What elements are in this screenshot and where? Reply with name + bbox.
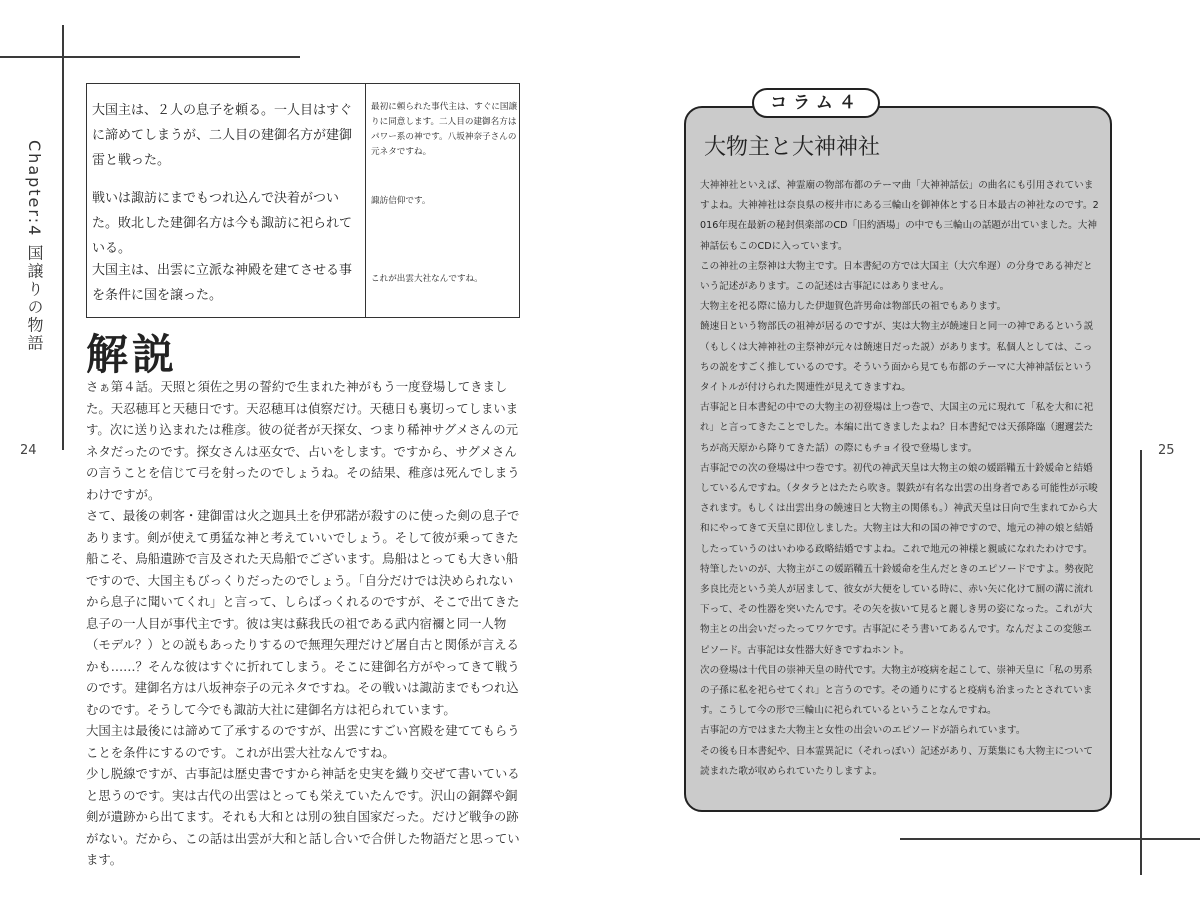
table-note-cell: 最初に頼られた事代主は、すぐに国譲りに同意します。二人目の建御名方はパワー系の神です。八坂神奈子さんの元ネタですね。 bbox=[371, 102, 518, 157]
column-title: 大物主と大神神社 bbox=[704, 135, 881, 160]
column-badge: コラム４ bbox=[752, 88, 880, 118]
table-note-cell: これが出雲大社なんですね。 bbox=[371, 274, 483, 284]
commentary-body bbox=[86, 376, 522, 871]
table-main-cell: 大国主は、２人の息子を頼る。一人目はすぐに諦めてしまうが、二人目の建御名方が建御雷と戦った。 bbox=[92, 103, 353, 168]
table-row bbox=[87, 84, 519, 184]
left-vertical-rule bbox=[62, 25, 64, 450]
column-paragraph: この神社の主祭神は大物主です。日本書紀の方では大国主（大穴牟遅）の分身である神だという記述があります。この記述は古事記にはありません。 bbox=[700, 260, 1093, 293]
right-vertical-rule bbox=[1140, 450, 1142, 875]
column-paragraph: 古事記の方ではまた大物主と女性の出会いのエピソードが語られています。 bbox=[700, 725, 1026, 737]
summary-table bbox=[86, 83, 520, 318]
table-main-cell: 戦いは諏訪にまでもつれ込んで決着がついた。敗北した建御名方は今も諏訪に祀られている。 bbox=[92, 191, 353, 256]
chapter-label: Chapter:4 国譲りの物語 bbox=[25, 140, 44, 353]
page-number-left: 24 bbox=[20, 443, 37, 458]
bottom-right-rule bbox=[900, 838, 1200, 840]
column-paragraph: 大神神社といえば、神霊廟の物部布都のテーマ曲「大神神話伝」の曲名にも引用されていますよね。大神神社は奈良県の桜井市にある三輪山を御神体とする日本最古の神社なのです。2016年現在最新の秘封倶楽部のCD「旧約酒場」の中でも三輪山の話題が出ていました。大神神話伝もこのCDに入っています。 bbox=[700, 180, 1099, 252]
column-paragraph: その後も日本書紀や、日本霊異記に（それっぽい）記述があり、万葉集にも大物主について読まれた歌が収められていたりしますよ。 bbox=[700, 745, 1093, 777]
column-paragraph: 次の登場は十代目の崇神天皇の時代です。大物主が疫病を起こして、崇神天皇に「私の男系の子孫に私を祀らせてくれ」と言うのです。その通りにすると疫病も治まったとされています。こうして今の形で三輪山に祀られているということなんですね。 bbox=[700, 664, 1093, 717]
top-left-rule bbox=[0, 56, 300, 58]
body-paragraph: 少し脱線ですが、古事記は歴史書ですから神話を史実を織り交ぜて書いていると思うのです。実は古代の出雲はとっても栄えていたんです。沢山の銅鐸や銅剣が遺跡から出てます。それも大和とは別の独自国家だった。だけど戦争の跡がない。だから、この話は出雲が大和と話し合いで合併した物語だと思っています。 bbox=[86, 766, 520, 867]
table-row bbox=[87, 244, 519, 319]
column-paragraph: 饒速日という物部氏の祖神が居るのですが、実は大物主が饒速日と同一の神であるという説（もしくは大神神社の主祭神が元々は饒速日だった説）があります。私個人としては、こっちの説をすごく推しているのです。そういう面から見ても布都のテーマに大神神話伝というタイトルが付けられた関連性が見えてきますね。 bbox=[700, 321, 1094, 394]
body-paragraph: さて、最後の刺客・建御雷は火之迦具土を伊邪諾が殺すのに使った剣の息子であります。剣が使えて勇猛な神と考えていいでしょう。そして彼が乗ってきた船こそ、鳥船遺跡で言及された天鳥船でございます。鳥船はとっても大きい船ですので、大国主もびっくりだったのでしょう。「自分だけでは決められないから息子に聞いてくれ」と言って、しらばっくれるのですが、そこで出てきた息子の一人目が事代主です。彼は実は蘇我氏の祖である武内宿禰と同一人物（モデル？）との説もあったりするので無理矢理だけど屠自古と関係が言えるかも……？そんな彼はすぐに折れてしまう。そこに建御名方がやってきて戦うのです。建御名方は八坂神奈子の元ネタですね。その戦いは諏訪までもつれ込むのです。そうして今でも諏訪大社に建御名方は祀られています。 bbox=[86, 508, 520, 717]
column-paragraph: 古事記と日本書紀の中での大物主の初登場は上つ巻で、大国主の元に現れて「私を大和に祀れ」と言ってきたことでした。本編に出てきましたよね？日本書紀では天孫降臨（邇邇芸たちが高天原から降りてきた話）の際にもチョイ役で登場します。 bbox=[700, 402, 1094, 454]
column-paragraph: 特筆したいのが、大物主がこの媛蹈鞴五十鈴媛命を生んだときのエピソードですよ。勢夜陀多良比売という美人が居まして、彼女が大便をしている時に、赤い矢に化けて厠の溝に流れ下って、その性器を突いたんです。その矢を抜いて見ると麗しき男の姿になった。これが大物主との出会いだったってワケです。古事記にそう書いてあるんです。なんだよこの変態エピソード。古事記は女性器大好きですねホント。 bbox=[700, 563, 1094, 656]
table-note-cell: 諏訪信仰です。 bbox=[371, 196, 431, 206]
body-paragraph: さぁ第４話。天照と須佐之男の誓約で生まれた神がもう一度登場してきました。天忍穂耳と天穂日です。天忍穂耳は偵察だけ。天穂日も裏切ってしまいます。次に送り込まれたは稚彦。彼の従者が天探女、つまり稀神サグメさんの元ネタだったのです。探女さんは巫女で、占いをします。ですから、サグメさんの言うことを信じて弓を射ったのでしょうね。その結果、稚彦は死んでしまうわけですが。 bbox=[86, 379, 520, 502]
table-row bbox=[87, 184, 519, 256]
column-paragraph: 大物主を祀る際に協力した伊迦賀色許男命は物部氏の祖でもあります。 bbox=[700, 301, 1007, 313]
column-paragraph: 古事記での次の登場は中つ巻です。初代の神武天皇は大物主の娘の媛蹈鞴五十鈴媛命と結婚しているんですね。（タタラとはたたら吹き。製鉄が有名な出雲の出身者である可能性が示唆されます。もしくは出雲出身の饒速日と大物主の関係も。）神武天皇は日向で生まれてから大和にやってきて天皇に即位しました。大物主は大和の国の神ですので、地元の神の娘と結婚したっていうのはいわゆる政略結婚ですよね。これで地元の神様と親戚になれたわけです。 bbox=[700, 462, 1098, 555]
page-number-right: 25 bbox=[1158, 443, 1175, 458]
column-body bbox=[700, 176, 1100, 782]
body-paragraph: 大国主は最後には諦めて了承するのですが、出雲にすごい宮殿を建ててもらうことを条件にするのです。これが出雲大社なんですね。 bbox=[86, 723, 520, 760]
table-main-cell: 大国主は、出雲に立派な神殿を建てさせる事を条件に国を譲った。 bbox=[92, 263, 353, 303]
section-heading: 解説 bbox=[86, 330, 179, 379]
